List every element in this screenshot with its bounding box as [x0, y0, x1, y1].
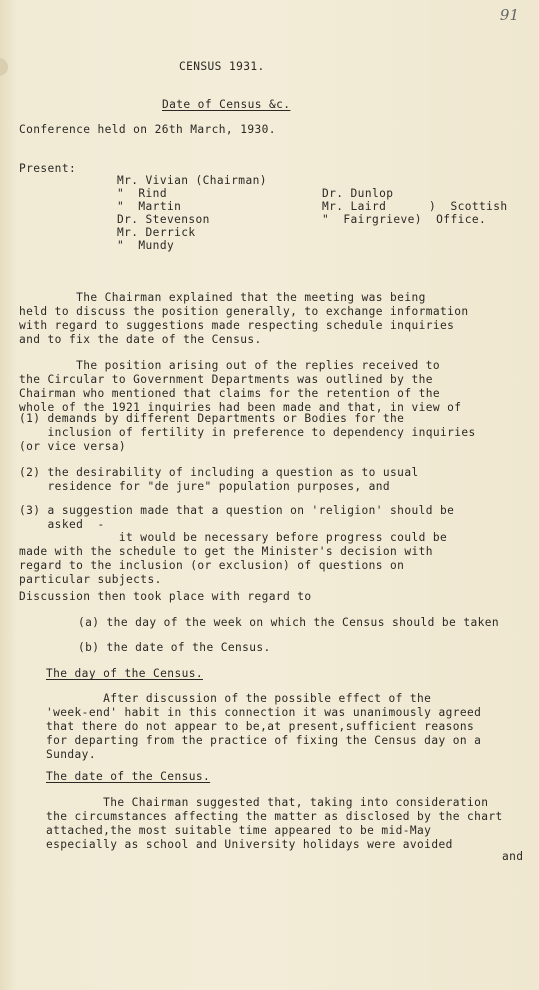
- present-name: Mr. Laird ) Scottish: [322, 200, 508, 213]
- present-name: " Fairgrieve) Office.: [322, 213, 487, 226]
- text-line: (or vice versa): [19, 440, 127, 453]
- text-line: the circumstances affecting the matter as disclosed by the chart: [46, 810, 503, 823]
- text-line: Chairman who mentioned that claims for the retention of the: [19, 387, 440, 400]
- page-number: 91: [499, 6, 519, 24]
- text-line: The position arising out of the replies received to: [19, 359, 440, 372]
- text-line: (3) a suggestion made that a question on 'religion' should be: [19, 504, 455, 517]
- text-line: attached,the most suitable time appeared to be mid-May: [46, 824, 432, 837]
- text-line: with regard to suggestions made respecting schedule inquiries: [19, 319, 455, 332]
- text-line: and to fix the date of the Census.: [19, 333, 262, 346]
- text-line: that there do not appear to be,at present,sufficient reasons: [46, 720, 475, 733]
- text-line: 'week-end' habit in this connection it was unanimously agreed: [46, 706, 482, 719]
- text-line: (2) the desirability of including a question as to usual: [19, 466, 419, 479]
- heading-day-of-census: The day of the Census.: [46, 667, 203, 680]
- list-item-a: (a) the day of the week on which the Census should be taken: [78, 616, 499, 629]
- text-line: the Circular to Government Departments was outlined by the: [19, 373, 433, 386]
- present-name: Dr. Dunlop: [322, 187, 394, 200]
- discussion-line: Discussion then took place with regard to: [19, 590, 312, 603]
- present-name: " Mundy: [117, 239, 175, 252]
- text-line: The Chairman explained that the meeting was being: [19, 291, 426, 304]
- text-line: The Chairman suggested that, taking into consideration: [46, 796, 489, 809]
- text-line: especially as school and University holidays were avoided: [46, 838, 453, 851]
- text-line: residence for "de jure" population purposes, and: [19, 480, 391, 493]
- text-line: Sunday.: [46, 748, 96, 761]
- conference-line: Conference held on 26th March, 1930.: [19, 123, 276, 136]
- text-line: inclusion of fertility in preference to dependency inquiries: [19, 426, 476, 439]
- text-line: After discussion of the possible effect of the: [46, 692, 432, 705]
- present-name: Mr. Derrick: [117, 226, 196, 239]
- text-line: regard to the inclusion (or exclusion) of questions on: [19, 559, 405, 572]
- text-line: it would be necessary before progress could be: [19, 531, 448, 544]
- punch-hole: [0, 58, 8, 76]
- text-line: particular subjects.: [19, 573, 162, 586]
- present-name: " Martin: [117, 200, 182, 213]
- text-line: made with the schedule to get the Minister's decision with: [19, 545, 433, 558]
- heading-date-of-census: The date of the Census.: [46, 770, 211, 783]
- catchword: and: [502, 850, 524, 863]
- present-name: " Rind: [117, 187, 167, 200]
- document-title: CENSUS 1931.: [179, 60, 265, 73]
- present-name: Mr. Vivian (Chairman): [117, 174, 267, 187]
- present-label: Present:: [19, 162, 77, 175]
- text-line: held to discuss the position generally, to exchange information: [19, 305, 469, 318]
- text-line: whole of the 1921 inquiries had been made and that, in view of: [19, 401, 462, 414]
- present-name: Dr. Stevenson: [117, 213, 210, 226]
- list-item-b: (b) the date of the Census.: [78, 641, 271, 654]
- document-subtitle: Date of Census &c.: [162, 98, 291, 111]
- text-line: asked -: [19, 518, 105, 531]
- text-line: for departing from the practice of fixing the Census day on a: [46, 734, 482, 747]
- text-line: (1) demands by different Departments or Bodies for the: [19, 412, 405, 425]
